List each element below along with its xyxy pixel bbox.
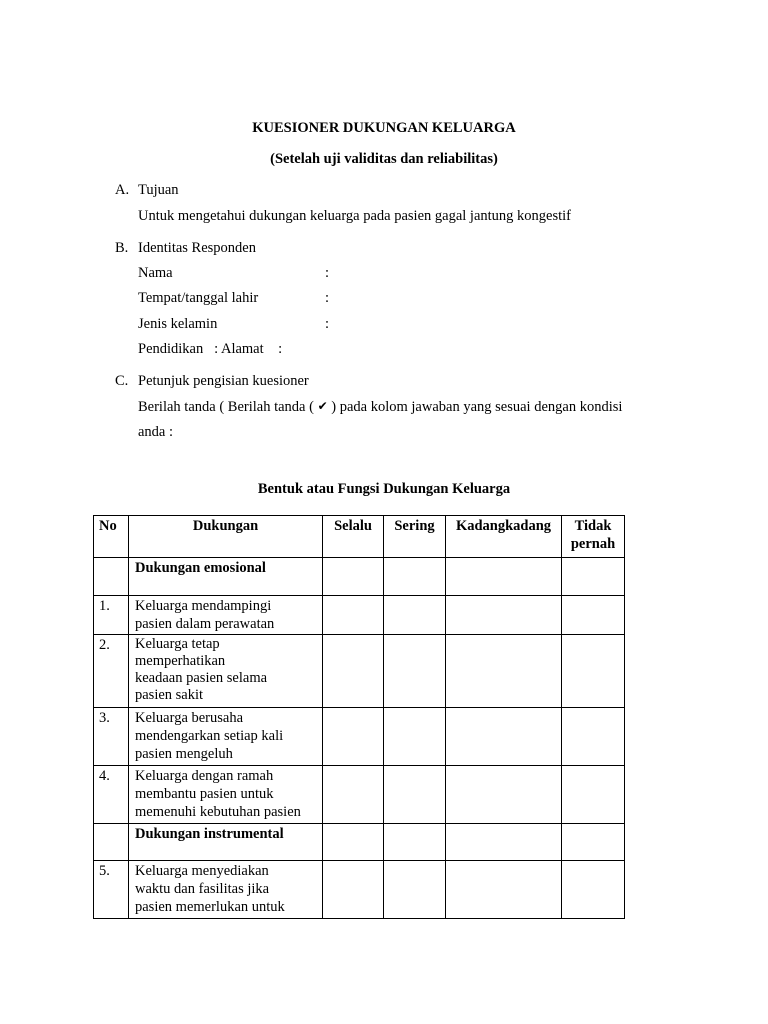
answer-cell-selalu[interactable] (323, 824, 384, 861)
question-text (129, 766, 323, 824)
answer-cell-sering[interactable] (384, 824, 446, 861)
answer-cell-kadangkadang[interactable] (446, 596, 562, 635)
section-b-heading: Identitas Responden (138, 240, 256, 256)
row-number: 1. (94, 596, 129, 635)
section-a-marker: A. (115, 182, 130, 198)
header-dukungan: Dukungan (129, 516, 323, 558)
question-text (129, 708, 323, 766)
answer-cell-selalu[interactable] (323, 766, 384, 824)
answer-cell-sering[interactable] (384, 708, 446, 766)
header-selalu: Selalu (323, 516, 384, 558)
section-c-heading: Petunjuk pengisian kuesioner (138, 373, 309, 389)
question-text (129, 635, 323, 708)
document-title: KUESIONER DUKUNGAN KELUARGA (252, 120, 516, 136)
answer-cell-tidak-pernah[interactable] (562, 635, 625, 708)
instruction-text-after: ) pada kolom jawaban yang sesuai dengan kondisi (327, 399, 623, 415)
header-sering: Sering (384, 516, 446, 558)
table-row (94, 708, 625, 766)
section-b-marker: B. (115, 240, 129, 256)
row-number (94, 558, 129, 596)
check-mark-icon: ✔ (317, 399, 328, 413)
answer-cell-tidak-pernah[interactable] (562, 596, 625, 635)
question-text-content: Keluarga menyediakan waktu dan fasilitas jika pasien memerlukan untuk (135, 863, 285, 915)
answer-cell-kadangkadang[interactable] (446, 708, 562, 766)
answer-cell-kadangkadang[interactable] (446, 824, 562, 861)
answer-cell-tidak-pernah[interactable] (562, 708, 625, 766)
section-a-heading: Tujuan (138, 182, 179, 198)
table-title: Bentuk atau Fungsi Dukungan Keluarga (257, 481, 511, 497)
table-row (94, 824, 625, 861)
answer-cell-selalu[interactable] (323, 635, 384, 708)
header-tidak-pernah: Tidak pernah (562, 516, 625, 558)
field-label-pendidikan-alamat: Pendidikan : Alamat : (138, 341, 283, 357)
answer-cell-selalu[interactable] (323, 558, 384, 596)
document-subtitle: (Setelah uji validitas dan reliabilitas) (270, 151, 498, 167)
question-text (129, 861, 323, 919)
question-text (129, 596, 323, 635)
field-colon-nama: : (325, 265, 330, 281)
answer-cell-sering[interactable] (384, 861, 446, 919)
answer-cell-tidak-pernah[interactable] (562, 558, 625, 596)
row-number: 3. (94, 708, 129, 766)
header-no: No (94, 516, 129, 558)
section-row-label: Dukungan emosional (129, 558, 323, 596)
answer-cell-sering[interactable] (384, 766, 446, 824)
answer-cell-kadangkadang[interactable] (446, 635, 562, 708)
instruction-line (138, 399, 622, 416)
instruction-text-before: Berilah tanda ( Berilah tanda ( (138, 399, 318, 415)
table-row (94, 766, 625, 824)
answer-cell-kadangkadang[interactable] (446, 766, 562, 824)
question-text-content: Keluarga mendampingi pasien dalam perawatan (135, 598, 275, 632)
answer-cell-sering[interactable] (384, 558, 446, 596)
row-number: 5. (94, 861, 129, 919)
section-c-marker: C. (115, 373, 129, 389)
answer-cell-selalu[interactable] (323, 596, 384, 635)
table-row (94, 558, 625, 596)
question-text-content: Keluarga dengan ramah membantu pasien untuk memenuhi kebutuhan pasien (135, 768, 301, 820)
field-colon-jenis-kelamin: : (325, 316, 330, 332)
answer-cell-tidak-pernah[interactable] (562, 824, 625, 861)
answer-cell-sering[interactable] (384, 635, 446, 708)
answer-cell-selalu[interactable] (323, 861, 384, 919)
answer-cell-tidak-pernah[interactable] (562, 766, 625, 824)
answer-cell-selalu[interactable] (323, 708, 384, 766)
question-text-content: Keluarga tetap memperhatikan keadaan pasien selama pasien sakit (135, 636, 268, 703)
answer-cell-kadangkadang[interactable] (446, 558, 562, 596)
field-label-tempat-tanggal-lahir: Tempat/tanggal lahir (138, 290, 259, 306)
header-kadangkadang: Kadangkadang (446, 516, 562, 558)
answer-cell-tidak-pernah[interactable] (562, 861, 625, 919)
instruction-line-2: anda : (138, 424, 174, 440)
table-row (94, 861, 625, 919)
field-label-nama: Nama (138, 265, 173, 281)
row-number: 4. (94, 766, 129, 824)
question-text-content: Keluarga berusaha mendengarkan setiap kali pasien mengeluh (135, 710, 284, 762)
row-number: 2. (94, 635, 129, 708)
field-label-jenis-kelamin: Jenis kelamin (138, 316, 218, 332)
row-number (94, 824, 129, 861)
field-colon-tempat-tanggal-lahir: : (325, 290, 330, 306)
table-header-row (94, 516, 625, 558)
answer-cell-sering[interactable] (384, 596, 446, 635)
questionnaire-table (93, 515, 625, 919)
section-row-label: Dukungan instrumental (129, 824, 323, 861)
table-row (94, 596, 625, 635)
section-a-text: Untuk mengetahui dukungan keluarga pada pasien gagal jantung kongestif (138, 208, 572, 224)
answer-cell-kadangkadang[interactable] (446, 861, 562, 919)
table-row (94, 635, 625, 708)
